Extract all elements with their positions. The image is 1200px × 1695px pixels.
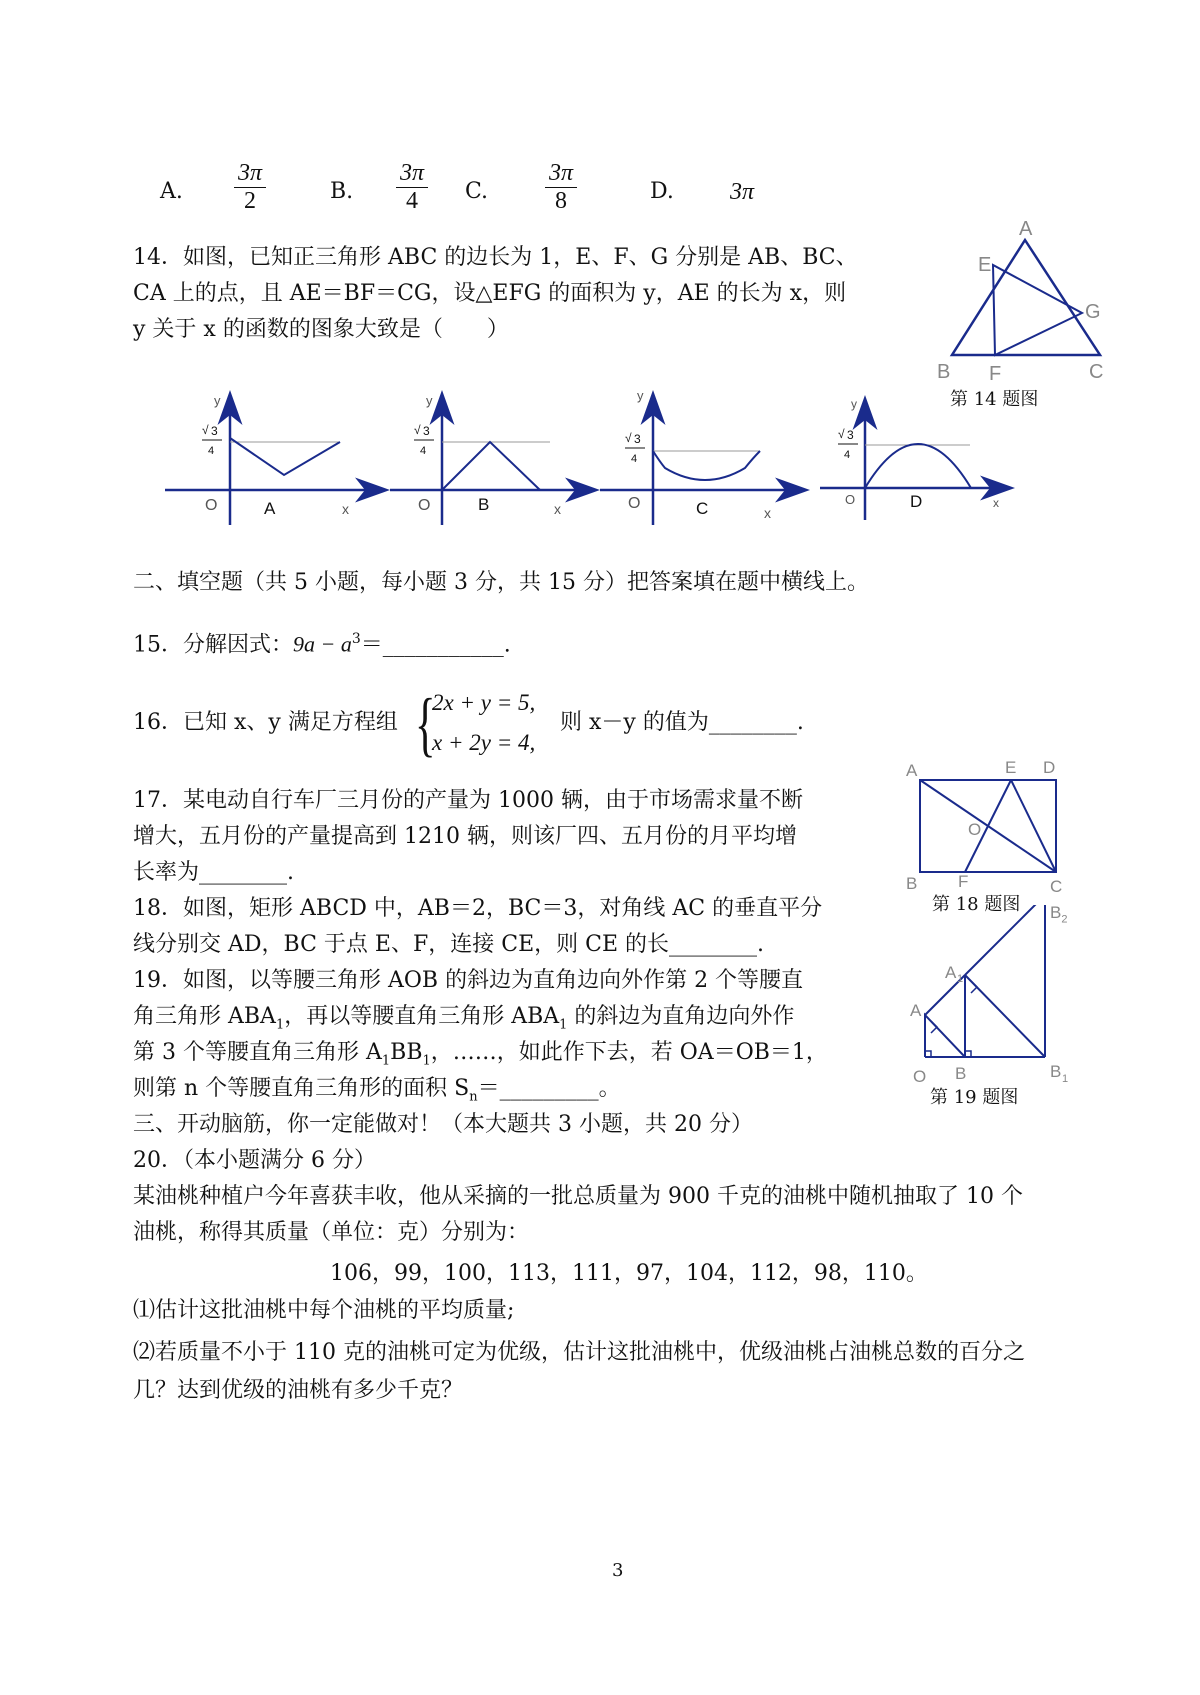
section3-heading: 三、开动脑筋，你一定能做对！（本大题共 3 小题，共 20 分） xyxy=(133,1112,753,1137)
graph-c-origin: O xyxy=(628,495,641,512)
q19-line3c: ，……，如此作下去，若 OA＝OB＝1， xyxy=(430,1040,828,1065)
section2-heading: 二、填空题（共 5 小题，每小题 3 分，共 15 分）把答案填在题中横线上。 xyxy=(133,570,869,595)
option-c-fraction xyxy=(545,160,577,215)
graph-a-den: 4 xyxy=(208,445,215,457)
graph-d-x-label: x xyxy=(993,496,999,510)
page-number: 3 xyxy=(612,1560,624,1581)
q18-figure-caption: 第 18 题图 xyxy=(932,894,1021,915)
graph-d-y-label: y xyxy=(851,397,857,411)
rect-label-a: A xyxy=(906,761,918,780)
q19-label-b: B xyxy=(955,1064,967,1083)
q19-label-b1: B xyxy=(1050,1062,1062,1081)
q16-prefix: 16．已知 x、y 满足方程组 xyxy=(133,710,398,735)
graph-b-origin: O xyxy=(418,497,431,514)
q19-line3b: BB xyxy=(390,1040,423,1065)
q19-label-a: A xyxy=(910,1001,922,1020)
q19-line2a: 角三角形 ABA xyxy=(133,1004,276,1029)
option-a-fraction xyxy=(234,160,266,215)
q19-label-a1-sub: 1 xyxy=(957,973,964,985)
q16-brace: { xyxy=(414,684,436,764)
q19-line2-sub: 1 xyxy=(275,1017,285,1033)
q16-eq1: 2x + y = 5, xyxy=(432,690,536,715)
tri-label-a: A xyxy=(1019,218,1033,240)
q17-line2: 增大，五月份的产量提高到 1210 辆，则该厂四、五月份的月平均增 xyxy=(133,824,797,849)
q14-line1: 14．如图，已知正三角形 ABC 的边长为 1，E、F、G 分别是 AB、BC、 xyxy=(133,245,858,270)
graph-c xyxy=(600,390,805,525)
q19-label-b1-sub: 1 xyxy=(1062,1073,1069,1085)
q15-tail: ＝___________. xyxy=(360,632,511,658)
graph-a xyxy=(165,393,385,525)
q16-eq2: x + 2y = 4, xyxy=(432,730,536,755)
option-a-numerator: 3π xyxy=(234,160,266,188)
q15-exp: 3 xyxy=(351,631,361,647)
q18-line1: 18．如图，矩形 ABCD 中，AB＝2，BC＝3，对角线 AC 的垂直平分 xyxy=(133,896,823,921)
q20-sub1: ⑴估计这批油桃中每个油桃的平均质量; xyxy=(133,1298,515,1323)
q14-triangle-figure xyxy=(935,215,1125,390)
graph-c-label: C xyxy=(696,499,709,518)
svg-text:√: √ xyxy=(414,423,421,437)
q19-label-o: O xyxy=(913,1067,927,1086)
graph-d-sqrt: 3 xyxy=(847,428,854,442)
graph-b-y-label: y xyxy=(426,393,433,408)
graph-d-label: D xyxy=(910,492,923,511)
graph-a-sqrt: 3 xyxy=(211,424,218,438)
graph-c-den: 4 xyxy=(631,453,638,465)
q20-line3: 油桃，称得其质量（单位：克）分别为： xyxy=(133,1220,530,1245)
q19-line2b: ，再以等腰直角三角形 ABA xyxy=(284,1004,560,1029)
q20-line2: 某油桃种植户今年喜获丰收，他从采摘的一批总质量为 900 千克的油桃中随机抽取了 10 个 xyxy=(133,1184,1023,1209)
q19-line1: 19．如图，以等腰三角形 AOB 的斜边为直角边向外作第 2 个等腰直 xyxy=(133,968,804,993)
rect-label-c: C xyxy=(1050,877,1063,895)
option-b-fraction xyxy=(396,160,428,215)
q19-line3 xyxy=(133,1038,828,1076)
graph-a-y-label: y xyxy=(214,393,221,408)
option-b-denominator: 4 xyxy=(406,188,419,214)
graph-c-y-label: y xyxy=(637,390,644,403)
rect-label-b: B xyxy=(906,874,918,893)
q19-line2c: 的斜边为直角边向外作 xyxy=(567,1004,795,1029)
q18-line2: 线分别交 AD，BC 于点 E、F，连接 CE，则 CE 的长________. xyxy=(133,932,764,957)
q14-figure-caption: 第 14 题图 xyxy=(950,389,1039,410)
q19-line4b: ＝_________。 xyxy=(477,1076,621,1101)
q16-tail: 则 x－y 的值为________. xyxy=(560,710,804,735)
tri-label-f: F xyxy=(989,363,1002,385)
svg-text:√: √ xyxy=(202,423,209,437)
graph-c-sqrt: 3 xyxy=(634,432,641,446)
q15-expr: 9a − a xyxy=(293,631,352,657)
graph-b-label: B xyxy=(478,495,490,514)
graph-a-label: A xyxy=(264,499,276,518)
option-d-label: D. xyxy=(650,179,674,204)
q19-label-a1: A xyxy=(945,963,957,982)
option-c-numerator: 3π xyxy=(545,160,577,188)
q19-figure-caption: 第 19 题图 xyxy=(930,1087,1019,1108)
svg-text:√: √ xyxy=(625,431,632,445)
q19-triangle-figure xyxy=(895,905,1080,1090)
q17-line3: 长率为________. xyxy=(133,860,294,885)
option-a-label: A. xyxy=(160,179,183,204)
graph-b-den: 4 xyxy=(420,445,427,457)
graph-d-origin: O xyxy=(845,492,856,507)
q19-label-b2 xyxy=(1050,903,1067,925)
q19-line4a: 则第 n 个等腰直角三角形的面积 S xyxy=(133,1076,470,1101)
tri-label-e: E xyxy=(978,254,992,276)
svg-text:√: √ xyxy=(838,427,845,441)
rect-label-d: D xyxy=(1043,758,1056,777)
graph-d-den: 4 xyxy=(844,449,851,461)
q19-b2-letter: B xyxy=(1050,903,1062,922)
q17-line1: 17．某电动自行车厂三月份的产量为 1000 辆，由于市场需求量不断 xyxy=(133,788,803,813)
q20-sub2a: ⑵若质量不小于 110 克的油桃可定为优级，估计这批油桃中，优级油桃占油桃总数的百分之 xyxy=(133,1340,1025,1365)
q20-sub2b: 几？达到优级的油桃有多少千克？ xyxy=(133,1378,464,1403)
q14-line2: CA 上的点，且 AE＝BF＝CG，设△EFG 的面积为 y，AE 的长为 x，则 xyxy=(133,281,847,306)
rect-label-e: E xyxy=(1005,758,1017,777)
q19-line2 xyxy=(133,1002,794,1040)
rect-label-o: O xyxy=(968,820,982,839)
q14-line3: y 关于 x 的函数的图象大致是（ ） xyxy=(133,317,509,342)
tri-label-c: C xyxy=(1089,361,1104,383)
graph-b-sqrt: 3 xyxy=(423,424,430,438)
q20-data: 106，99，100，113，111，97，104，112，98，110。 xyxy=(330,1261,928,1286)
q15-prefix: 15．分解因式： xyxy=(133,632,293,658)
graph-d xyxy=(820,397,1010,520)
graph-b xyxy=(390,393,595,525)
tri-label-b: B xyxy=(937,361,951,383)
q14-graph-options xyxy=(160,390,1020,530)
option-d-value: 3π xyxy=(730,179,755,205)
q19-line4 xyxy=(133,1074,621,1112)
q19-line3a: 第 3 个等腰直角三角形 A xyxy=(133,1040,382,1065)
option-b-numerator: 3π xyxy=(396,160,428,188)
q20-line1: 20．（本小题满分 6 分） xyxy=(133,1148,376,1173)
q19-line4-sub: n xyxy=(469,1089,478,1105)
graph-a-x-label: x xyxy=(342,501,349,517)
q19-line3-sub1: 1 xyxy=(381,1053,391,1069)
graph-a-origin: O xyxy=(205,497,218,514)
q19-b2-sub: 2 xyxy=(1061,913,1068,926)
option-c-denominator: 8 xyxy=(555,188,568,214)
q19-line2-sub2: 1 xyxy=(559,1017,568,1033)
graph-b-x-label: x xyxy=(554,501,561,517)
tri-label-g: G xyxy=(1085,301,1101,323)
q15-text xyxy=(133,624,511,660)
q19-line3-sub2: 1 xyxy=(422,1053,431,1069)
option-a-denominator: 2 xyxy=(244,188,257,214)
option-c-label: C. xyxy=(465,179,489,204)
option-b-label: B. xyxy=(330,179,354,204)
rect-label-f: F xyxy=(958,872,969,891)
q18-rectangle-figure xyxy=(898,755,1078,895)
graph-c-x-label: x xyxy=(764,505,771,521)
